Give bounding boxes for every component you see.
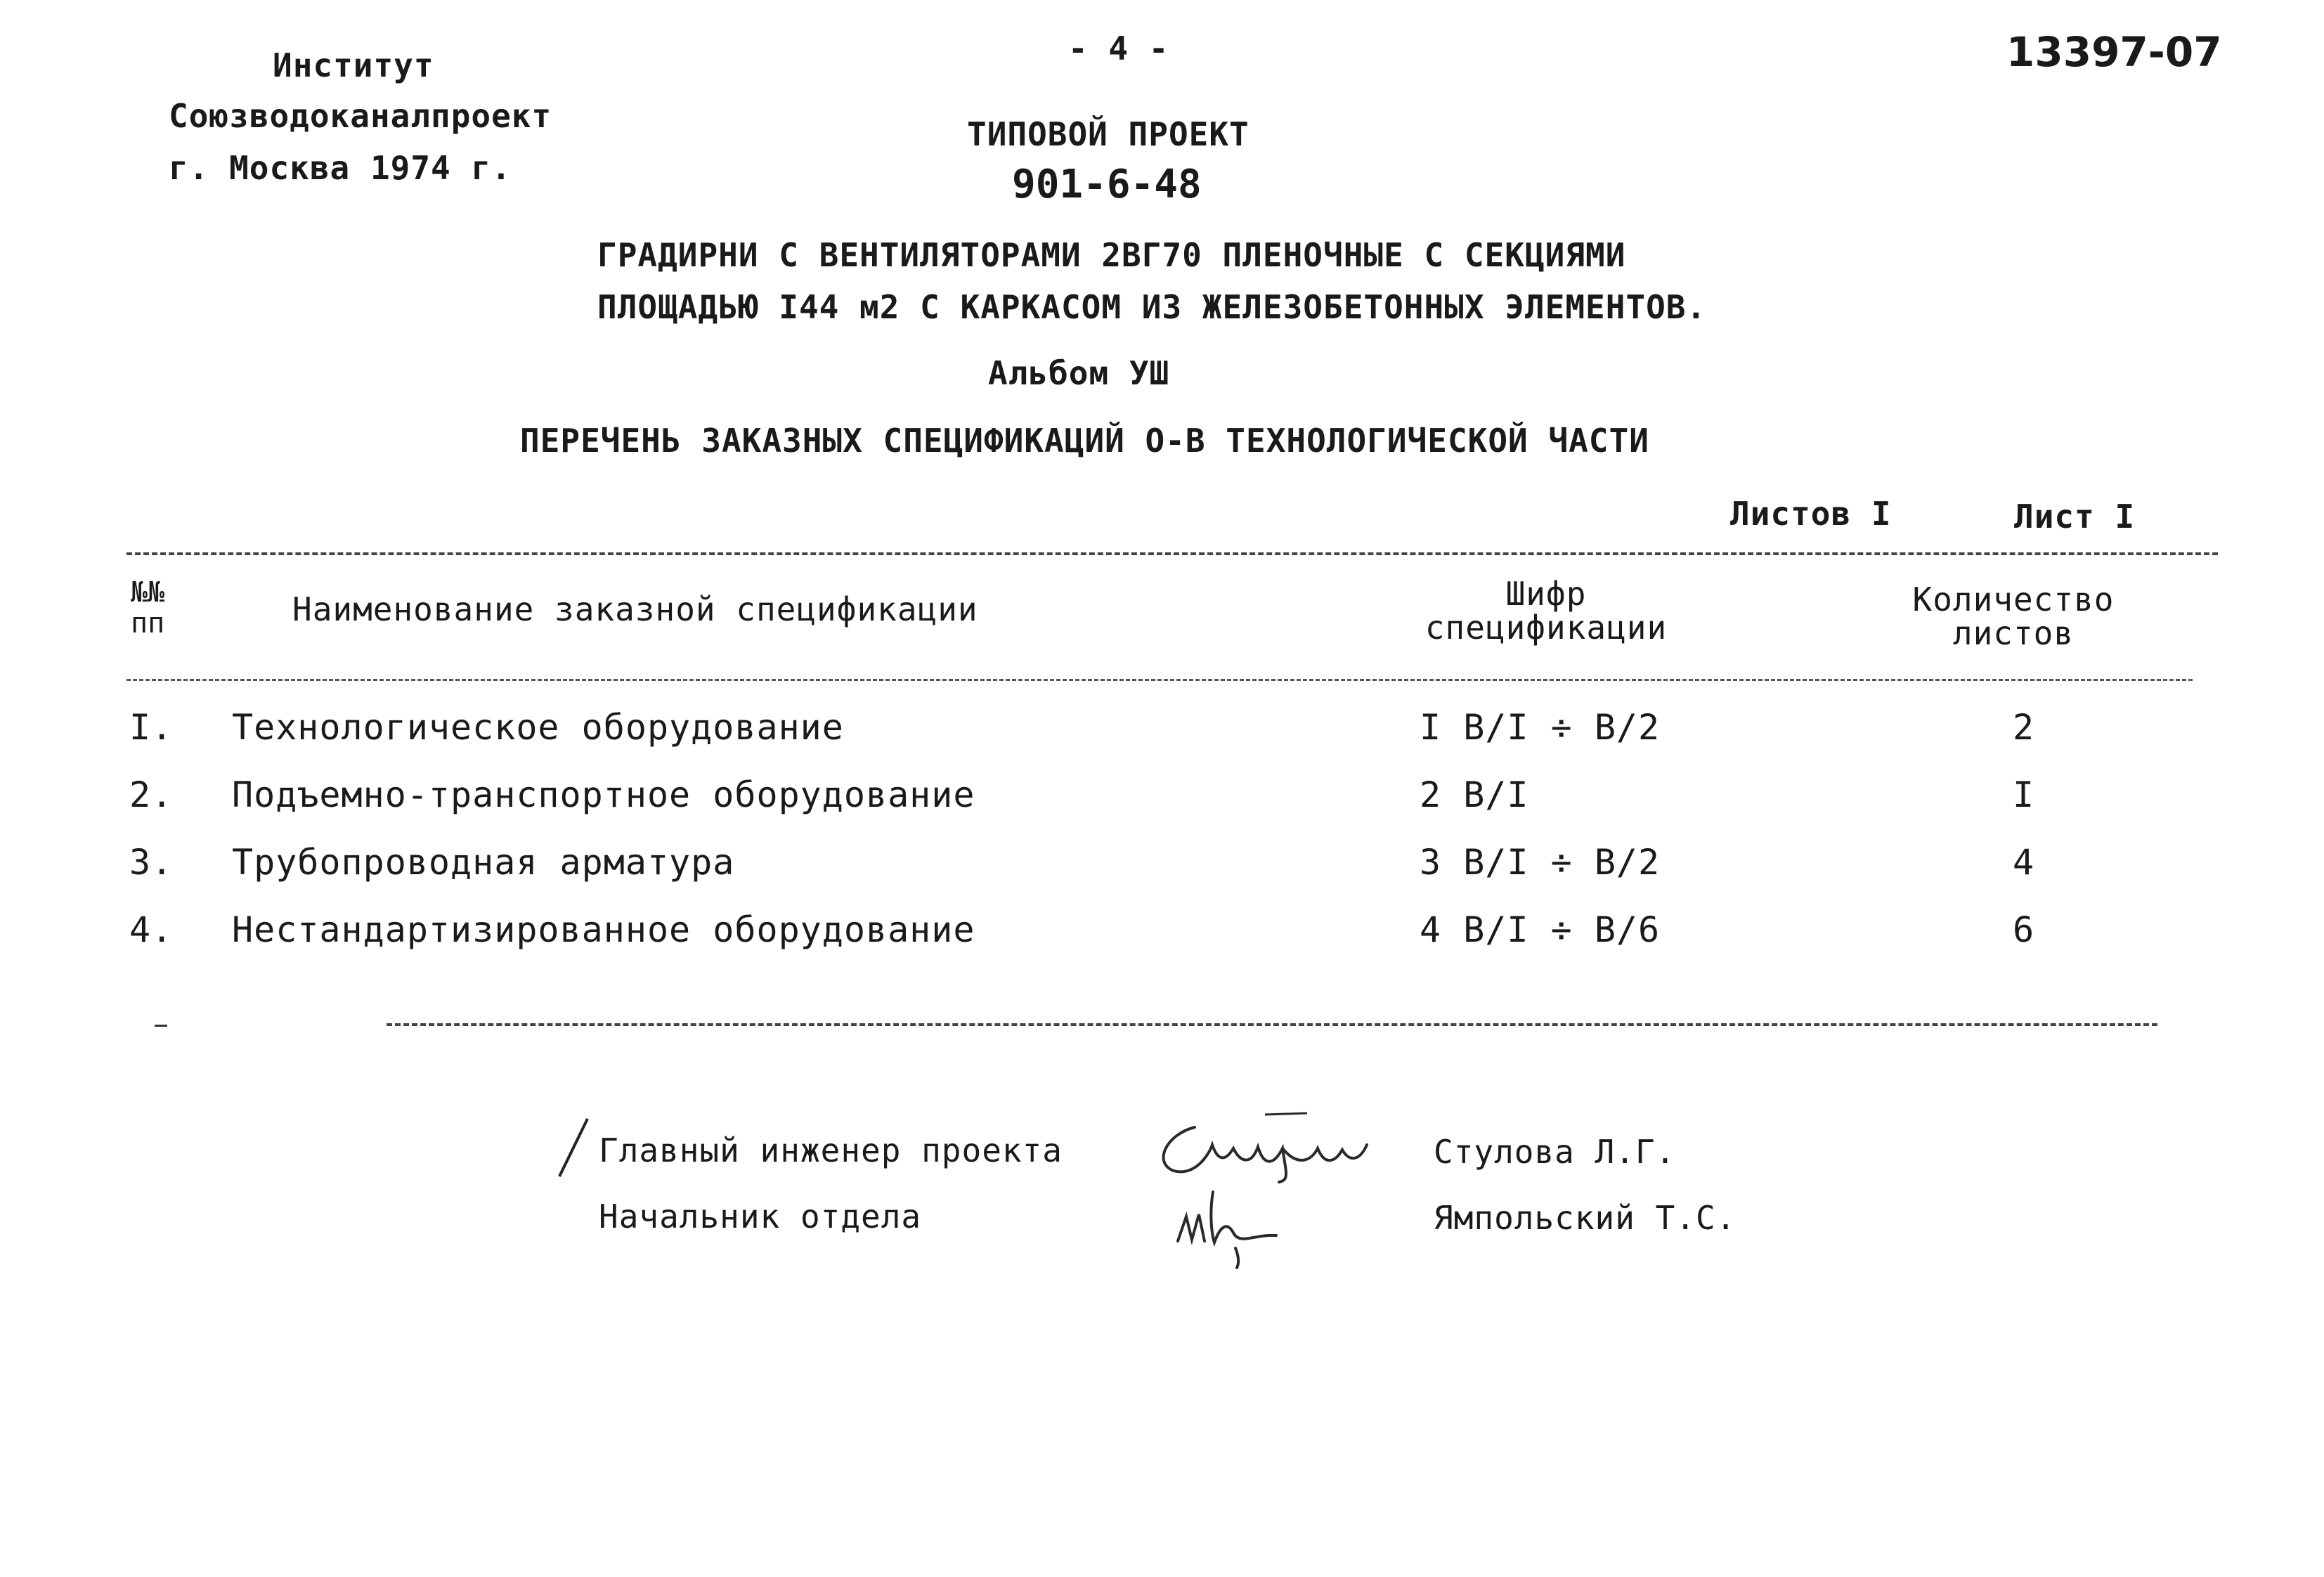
row-spec-code: 2 В/I <box>1420 774 1529 815</box>
title-line-1: ГРАДИРНИ С ВЕНТИЛЯТОРАМИ 2ВГ70 ПЛЕНОЧНЫЕ С СЕКЦИЯМИ <box>597 236 1626 274</box>
signer-role-department-head: Начальник отдела <box>599 1198 922 1235</box>
row-number: 4. <box>129 909 174 950</box>
title-line-2: ПЛОЩАДЬЮ I44 м2 С КАРКАСОМ ИЗ ЖЕЛЕЗОБЕТОННЫХ ЭЛЕМЕНТОВ. <box>597 288 1707 326</box>
row-spec-name: Технологическое оборудование <box>232 707 844 748</box>
document-number: 13397-07 <box>2006 28 2222 76</box>
row-spec-name: Подъемно-транспортное оборудование <box>232 774 975 815</box>
row-spec-name: Нестандартизированное оборудование <box>232 909 975 950</box>
row-spec-code: 4 В/I ÷ В/6 <box>1420 909 1661 950</box>
table-bottom-rule-tick <box>155 1025 167 1027</box>
sheet-number: Лист I <box>2014 498 2136 536</box>
project-label: ТИПОВОЙ ПРОЕКТ <box>967 115 1249 153</box>
institute-label: Институт <box>273 46 434 84</box>
table-row <box>0 909 2324 973</box>
column-header-num-line1: №№ <box>131 576 165 609</box>
institute-city-year: г. Москва 1974 г. <box>169 149 512 187</box>
table-top-rule <box>126 552 2218 555</box>
institute-name: Союзводоканалпроект <box>169 97 552 135</box>
column-header-count-line1: Количество <box>1912 580 2115 618</box>
column-header-code-line1: Шифр <box>1505 575 1587 613</box>
row-number: 3. <box>129 842 174 883</box>
project-code: 901-6-48 <box>1012 162 1202 207</box>
table-row <box>0 707 2324 770</box>
row-number: 2. <box>129 774 174 815</box>
row-sheet-count: 6 <box>2013 909 2035 950</box>
table-header-rule <box>126 679 2193 681</box>
column-header-code-line2: спецификации <box>1424 609 1668 647</box>
table-row <box>0 774 2324 838</box>
album-label: Альбом УШ <box>988 354 1170 392</box>
column-header-num-line2: пп <box>131 607 165 640</box>
row-spec-name: Трубопроводная арматура <box>232 842 735 883</box>
signer-name-chief-engineer: Стулова Л.Г. <box>1434 1133 1676 1171</box>
signature-department-head <box>1171 1185 1297 1269</box>
column-header-name: Наименование заказной спецификации <box>292 590 978 628</box>
signer-name-department-head: Ямпольский Т.С. <box>1434 1199 1736 1237</box>
row-number: I. <box>129 707 174 748</box>
signature-chief-engineer <box>1145 1106 1398 1183</box>
table-row <box>0 842 2324 905</box>
list-title: ПЕРЕЧЕНЬ ЗАКАЗНЫХ СПЕЦИФИКАЦИЙ О-В ТЕХНОЛОГИЧЕСКОЙ ЧАСТИ <box>520 422 1649 460</box>
row-spec-code: I В/I ÷ В/2 <box>1420 707 1661 748</box>
table-bottom-rule <box>387 1023 2157 1026</box>
sheets-total: Листов I <box>1730 495 1892 533</box>
slash-mark <box>555 1116 590 1179</box>
row-sheet-count: I <box>2013 774 2035 815</box>
page-number: - 4 - <box>1068 30 1169 67</box>
row-sheet-count: 2 <box>2013 707 2035 748</box>
column-header-count-line2: листов <box>1952 614 2075 652</box>
row-sheet-count: 4 <box>2013 842 2035 883</box>
row-spec-code: 3 В/I ÷ В/2 <box>1420 842 1661 883</box>
signer-role-chief-engineer: Главный инженер проекта <box>599 1131 1063 1169</box>
